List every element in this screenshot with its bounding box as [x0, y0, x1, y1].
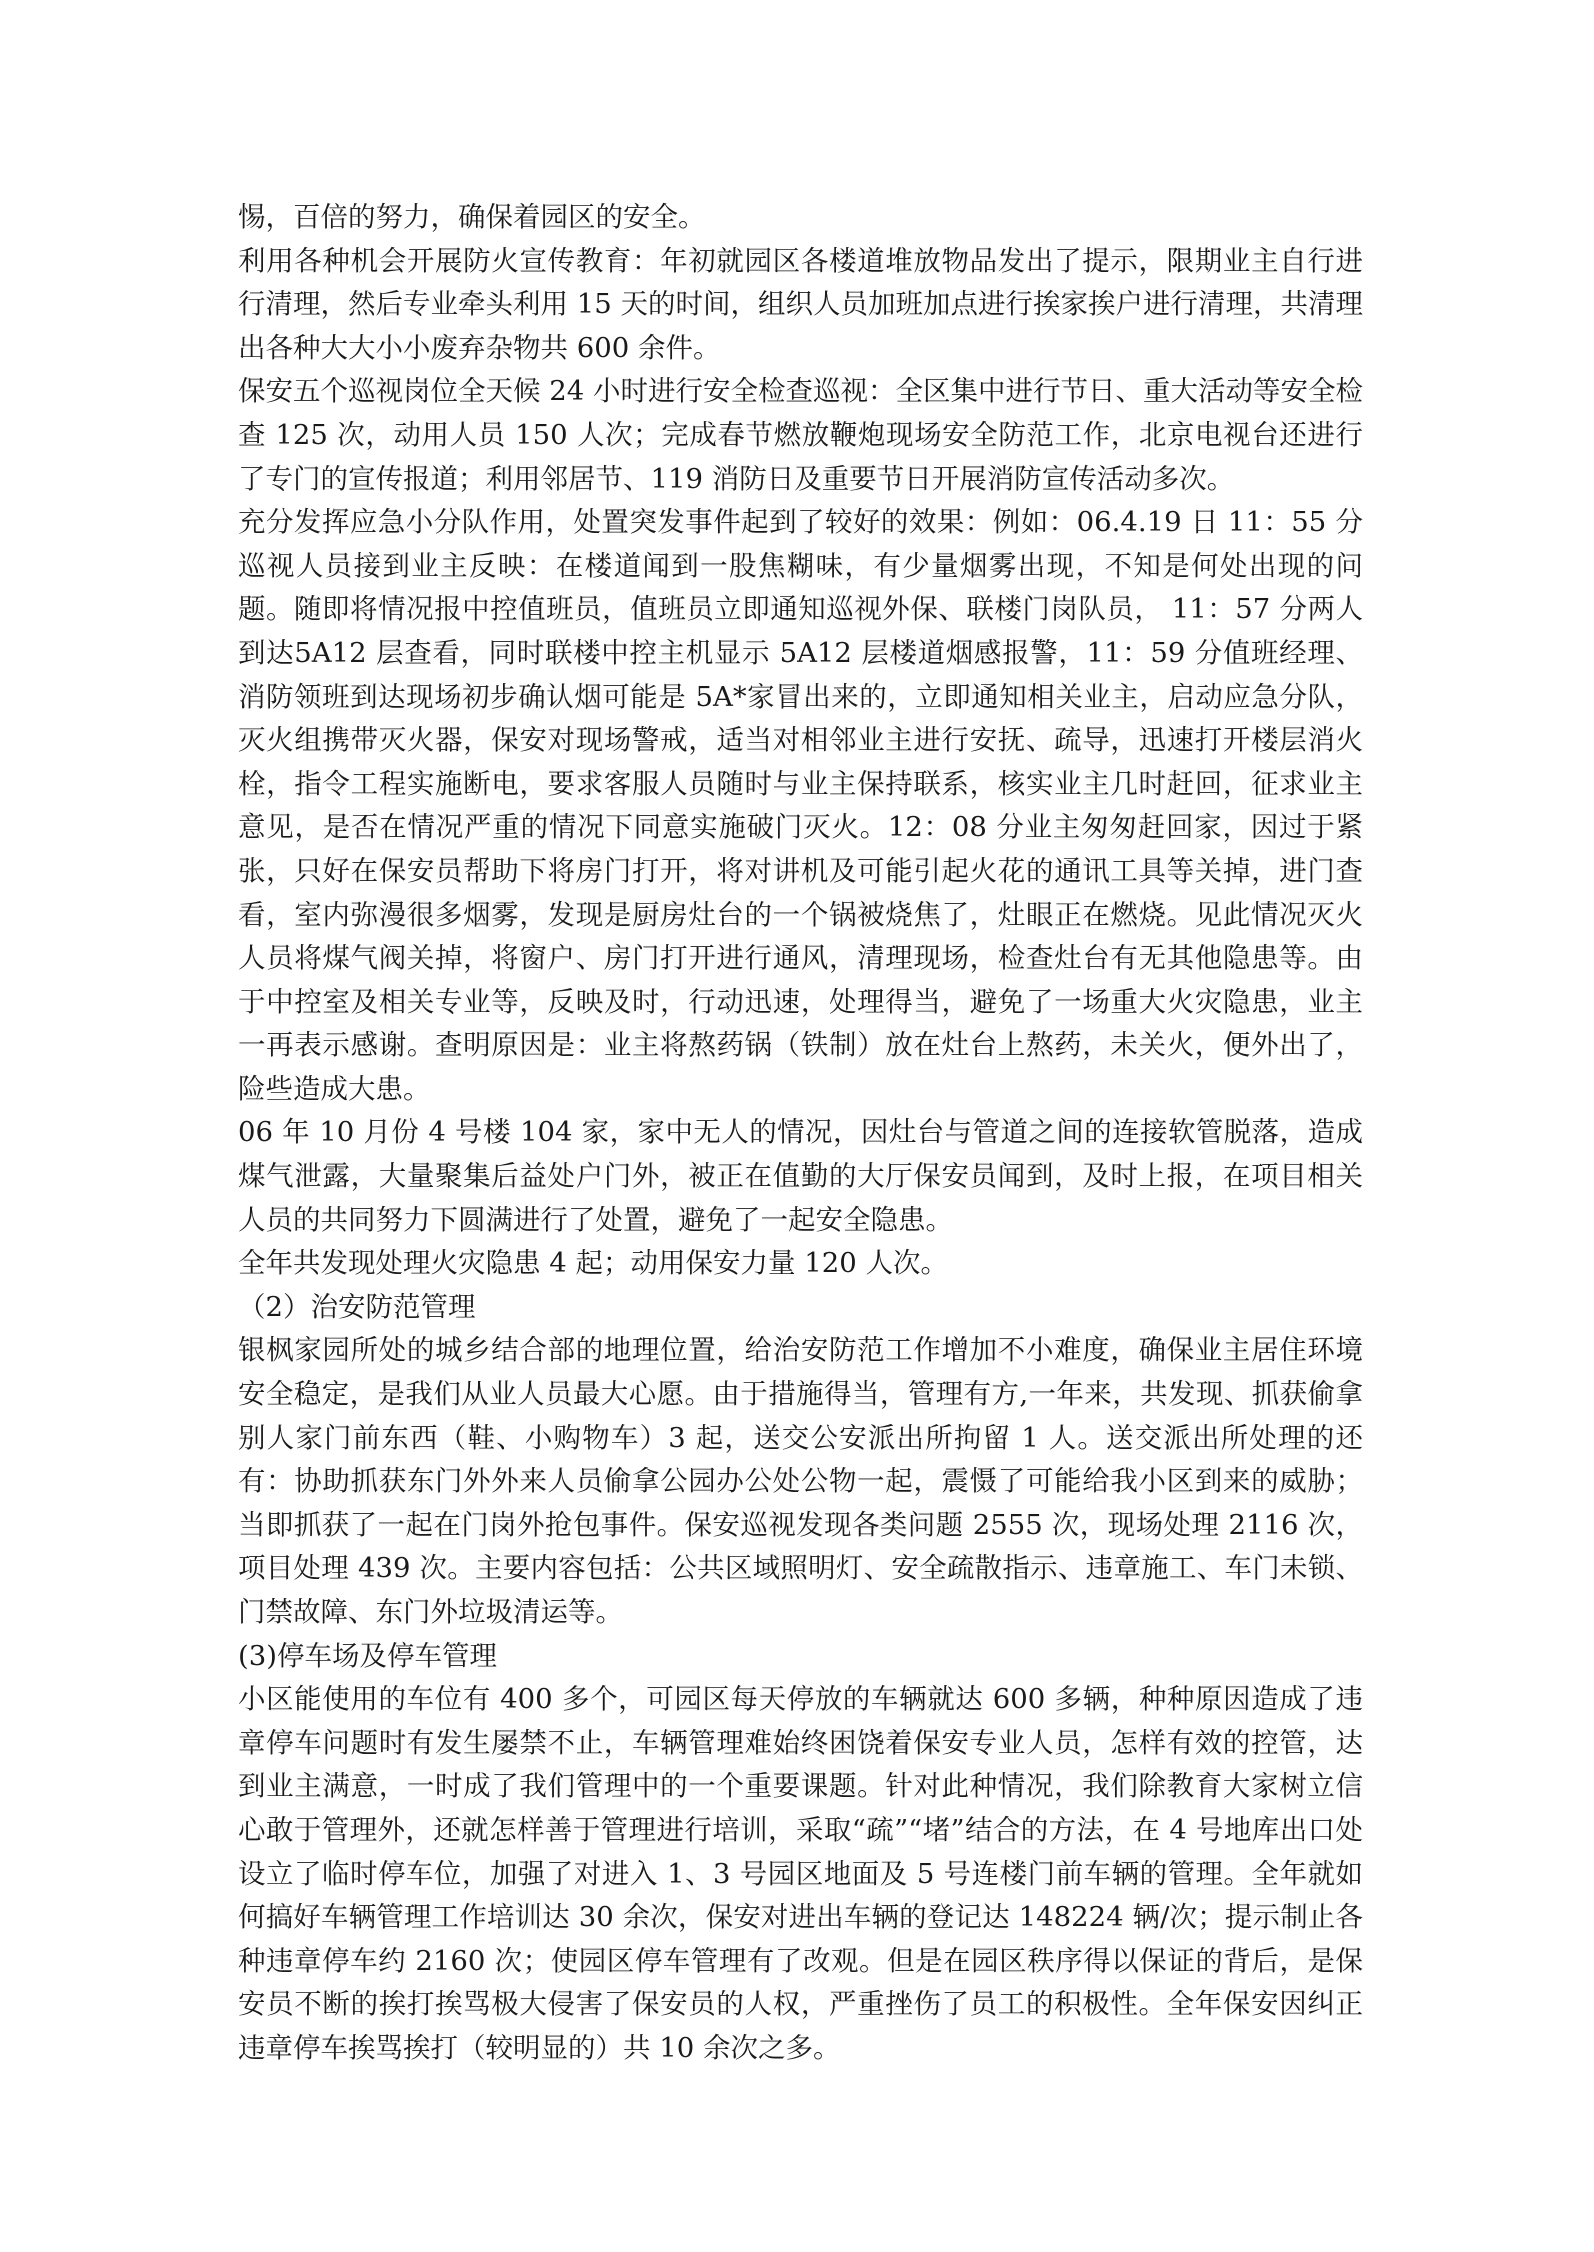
paragraph-fire-publicity: 利用各种机会开展防火宣传教育：年初就园区各楼道堆放物品发出了提示，限期业主自行进行清理，然后专业牵头利用 15 天的时间，组织人员加班加点进行挨家挨户进行清理，共清理出各种大大小小废弃杂物共 600 余件。	[238, 244, 1363, 364]
section-heading-public-security: （2）治安防范管理	[238, 1290, 476, 1323]
paragraph-parking: 小区能使用的车位有 400 多个，可园区每天停放的车辆就达 600 多辆，种种原因造成了违章停车问题时有发生屡禁不止，车辆管理难始终困饶着保安专业人员，怎样有效的控管，达到业主满意，一时成了我们管理中的一个重要课题。针对此种情况，我们除教育大家树立信心敢于管理外，还就怎样善于管理进行培训，采取“疏”“堵”结合的方法，在 4 号地库出口处设立了临时停车位，加强了对进入 1、3 号园区地面及 5 号连楼门前车辆的管理。全年就如何搞好车辆管理工作培训达 30 余次，保安对进出车辆的登记达 148224 辆/次；提示制止各种违章停车约 2160 次；使园区停车管理有了改观。但是在园区秩序得以保证的背后，是保安员不断的挨打挨骂极大侵害了保安员的人权，严重挫伤了员工的积极性。全年保安因纠正违章停车挨骂挨打（较明显的）共 10 余次之多。	[238, 1683, 1363, 2064]
paragraph-gas-leak: 06 年 10 月份 4 号楼 104 家，家中无人的情况，因灶台与管道之间的连接软管脱落，造成煤气泄露，大量聚集后益处户门外，被正在值勤的大厅保安员闻到，及时上报，在项目相关人员的共同努力下圆满进行了处置，避免了一起安全隐患。	[238, 1116, 1363, 1236]
paragraph-fire-summary: 全年共发现处理火灾隐患 4 起；动用保安力量 120 人次。	[238, 1247, 948, 1280]
paragraph-public-security: 银枫家园所处的城乡结合部的地理位置，给治安防范工作增加不小难度，确保业主居住环境安全稳定，是我们从业人员最大心愿。由于措施得当，管理有方,一年来，共发现、抓获偷拿别人家门前东西（鞋、小购物车）3 起，送交公安派出所拘留 1 人。送交派出所处理的还有：协助抓获东门外外来人员偷拿公园办公处公物一起，震慑了可能给我小区到来的威胁；当即抓获了一起在门岗外抢包事件。保安巡视发现各类问题 2555 次，现场处理 2116 次，项目处理 439 次。主要内容包括：公共区域照明灯、安全疏散指示、违章施工、车门未锁、门禁故障、东门外垃圾清运等。	[238, 1334, 1363, 1628]
paragraph-intro-closing: 惕，百倍的努力，确保着园区的安全。	[238, 201, 706, 233]
paragraph-emergency-team: 充分发挥应急小分队作用，处置突发事件起到了较好的效果：例如：06.4.19 日 11：55 分巡视人员接到业主反映：在楼道闻到一股焦糊味，有少量烟雾出现，不知是何处出现的问题。随即将情况报中控值班员，值班员立即通知巡视外保、联楼门岗队员， 11：57 分两人到达5A12 层查看，同时联楼中控主机显示 5A12 层楼道烟感报警，11：59 分值班经理、消防领班到达现场初步确认烟可能是 5A*家冒出来的，立即通知相关业主，启动应急分队，灭火组携带灭火器，保安对现场警戒，适当对相邻业主进行安抚、疏导，迅速打开楼层消火栓，指令工程实施断电，要求客服人员随时与业主保持联系，核实业主几时赶回，征求业主意见，是否在情况严重的情况下同意实施破门灭火。12：08 分业主匆匆赶回家，因过于紧张，只好在保安员帮助下将房门打开，将对讲机及可能引起火花的通讯工具等关掉，进门查看，室内弥漫很多烟雾，发现是厨房灶台的一个锅被烧焦了，灶眼正在燃烧。见此情况灭火人员将煤气阀关掉，将窗户、房门打开进行通风，清理现场，检查灶台有无其他隐患等。由于中控室及相关专业等，反映及时，行动迅速，处理得当，避免了一场重大火灾隐患，业主一再表示感谢。查明原因是：业主将熬药锅（铁制）放在灶台上熬药，未关火，便外出了，险些造成大患。	[238, 506, 1363, 1105]
section-heading-parking: (3)停车场及停车管理	[238, 1639, 497, 1672]
document-page	[238, 196, 1363, 2071]
paragraph-patrol-inspection: 保安五个巡视岗位全天候 24 小时进行安全检查巡视：全区集中进行节日、重大活动等安全检查 125 次，动用人员 150 人次；完成春节燃放鞭炮现场安全防范工作，北京电视台还进行了专门的宣传报道；利用邻居节、119 消防日及重要节日开展消防宣传活动多次。	[238, 375, 1363, 495]
